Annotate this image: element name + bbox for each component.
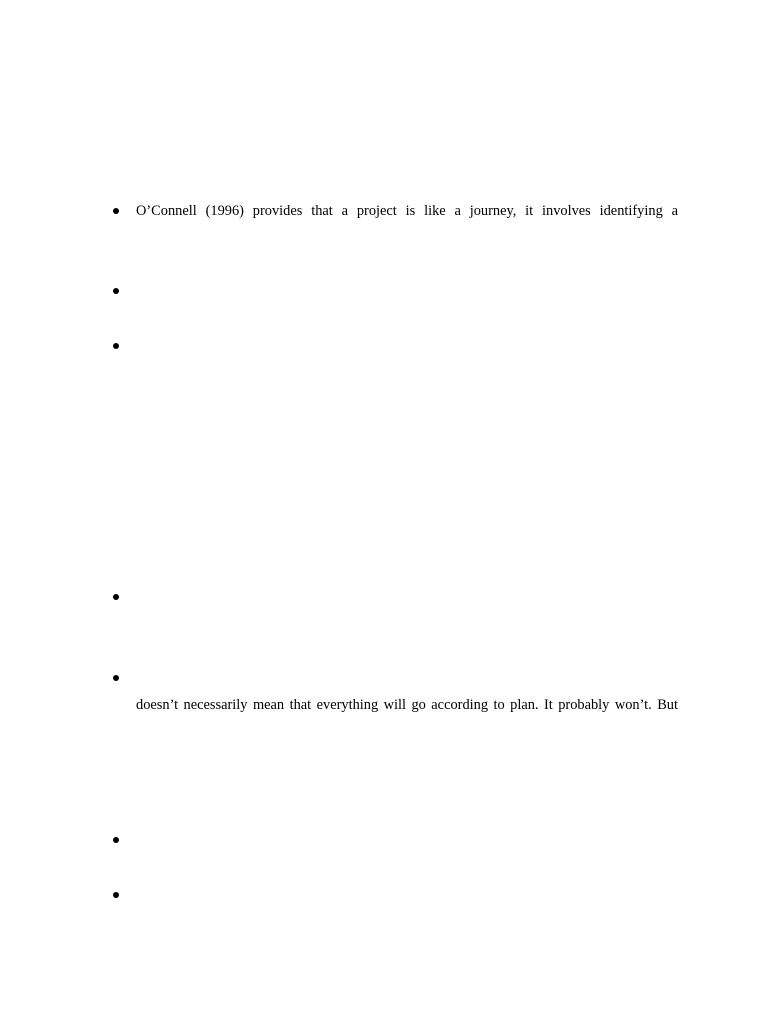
bullet-point — [113, 340, 121, 348]
bullet-point — [113, 591, 121, 599]
bullet-point — [113, 205, 121, 213]
bullet-point — [113, 285, 121, 293]
bullet-point — [113, 834, 121, 842]
bullet-point — [113, 889, 121, 897]
bullet-point — [113, 672, 121, 680]
paragraph-line: doesn’t necessarily mean that everything will go according to plan. It probably won’t. But — [136, 697, 678, 713]
paragraph-line: O’Connell (1996) provides that a project is like a journey, it involves identifying a — [136, 203, 678, 219]
